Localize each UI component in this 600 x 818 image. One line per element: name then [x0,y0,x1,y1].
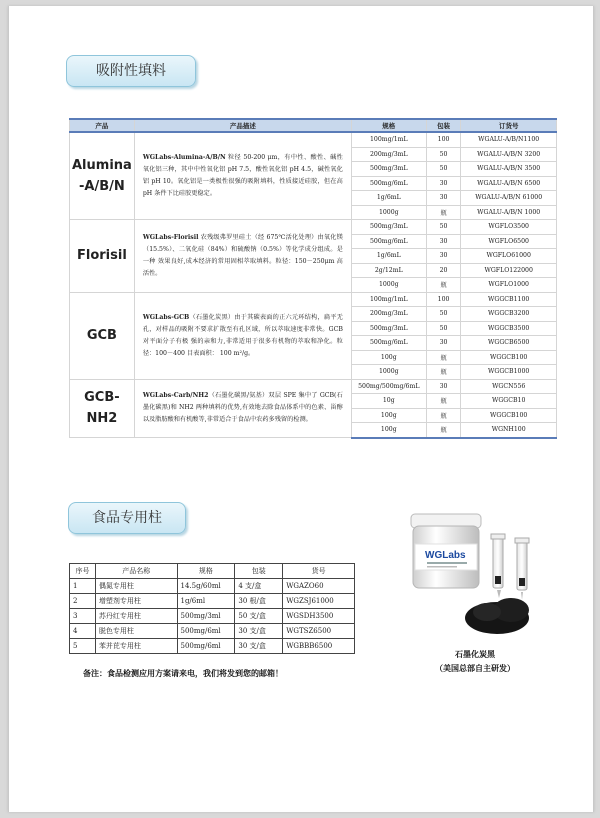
pack-cell: 50 [426,220,461,235]
spec-cell: 14.5g/60ml [177,579,235,594]
photo-caption [397,648,553,676]
description-text: （石墨化炭黑）由于其碳表面的正六元环结构，扁平无孔，对样品的吸附不要求扩散至有孔区域，所以萃取速度非常快。GCB 对平面分子有极 强的亲和力,非常适用于很多有机物的萃取和净化。粒径：100－400 目表面积： 100 m²/g。 [142,313,343,357]
order-no-cell: WGGCB10 [461,394,557,409]
spec-cell: 200mg/3mL [351,147,426,162]
spec-cell: 500mg/3mL [351,220,426,235]
product-description [134,220,351,293]
order-no-cell: WGALU-A/B/N1100 [461,132,557,147]
header-description: 产品描述 [134,119,351,132]
order-no-cell: WGFLO6500 [461,234,557,249]
header-product: 产品 [70,119,135,132]
order-no-cell: WGFLO3500 [461,220,557,235]
order-no-cell: WGGCB1000 [461,365,557,380]
description-brand: WGLabs-Carb/NH2 [142,392,209,400]
order-no-cell: WGFLO1000 [461,278,557,293]
pack-cell: 30 支/盒 [235,624,283,639]
description-text: （石墨化碳黑/氨基）双层 SPE 集中了 GCB(石墨化碳黑)和 NH2 两种填料的优势,有效地去除食品体系中的色素、甾醇以及脂肪酸和有机酸等,非常适合于食品中农药多残留的检测。 [142,392,343,424]
description-text: 粒径 50-200 μm，有中性、酸性、碱性氧化铝三种，其中中性氧化铝 pH 7.5，酸性氧化铝 pH 4.5，碱性氧化铝 pH 10。氧化铝是一类极性很强的吸附填料，性质接近硅胶，但在高 pH 条件下比硅胶更稳定。 [142,154,343,197]
table-row [70,579,355,594]
pack-cell: 50 支/盒 [235,609,283,624]
section-title-adsorbent: 吸附性填料 [66,55,196,87]
pack-cell: 30 根/盒 [235,594,283,609]
order-no-cell: WGALU-A/B/N 3200 [461,147,557,162]
name-cell: 脱色专用柱 [95,624,177,639]
name-cell: 偶氮专用柱 [95,579,177,594]
pack-cell: 20 [426,263,461,278]
description-brand: WGLabs-Florisil [142,233,199,241]
order-no-cell: WGCN556 [461,379,557,394]
spec-cell: 100g [351,350,426,365]
product-description [134,292,351,379]
pack-cell: 瓶 [426,394,461,409]
description-brand: WGLabs-GCB [142,313,190,321]
table-row [70,624,355,639]
item-no-cell: WGZSJ61000 [283,594,355,609]
header-name: 产品名称 [95,564,177,579]
order-no-cell: WGGCB100 [461,408,557,423]
index-cell: 5 [70,639,96,654]
spec-cell: 500mg/6ml [177,624,235,639]
item-no-cell: WGSDH3500 [283,609,355,624]
spec-cell: 500mg/6mL [351,176,426,191]
adsorbent-table [69,118,557,439]
order-no-cell: WGGCB6500 [461,336,557,351]
pack-cell: 瓶 [426,350,461,365]
item-no-cell: WGAZO60 [283,579,355,594]
header-pack: 包装 [235,564,283,579]
spec-cell: 1000g [351,278,426,293]
index-cell: 4 [70,624,96,639]
pack-cell: 50 [426,162,461,177]
product-name: GCB-NH2 [70,379,135,438]
spec-cell: 200mg/3mL [351,307,426,322]
spec-cell: 1g/6ml [177,594,235,609]
description-text: 农残级弗罗里硅土（经 675℃活化处理）由氧化镁（15.5%）、二氧化硅（84%）和硫酸钠（0.5%）等化学成分组成。是一种 效果良好,成本经济的常用固相萃取填料。粒径：150－250μm 高活性。 [142,233,343,277]
pack-cell: 瓶 [426,423,461,438]
pack-cell: 瓶 [426,278,461,293]
spec-cell: 500mg/3ml [177,609,235,624]
spec-cell: 500mg/500mg/6mL [351,379,426,394]
pack-cell: 瓶 [426,365,461,380]
header-index: 序号 [70,564,96,579]
pack-cell: 30 [426,191,461,206]
spec-cell: 100mg/1mL [351,132,426,147]
table-row [70,292,557,307]
table-row [70,639,355,654]
spec-cell: 10g [351,394,426,409]
header-order-no: 订货号 [461,119,557,132]
section-title-food-columns: 食品专用柱 [68,502,186,534]
description-brand: WGLabs-Alumina-A/B/N [142,154,226,161]
pack-cell: 30 [426,234,461,249]
order-no-cell: WGALU-A/B/N 1000 [461,205,557,220]
food-table-body [70,579,355,654]
name-cell: 苯并芘专用柱 [95,639,177,654]
index-cell: 1 [70,579,96,594]
pack-cell: 50 [426,147,461,162]
spec-cell: 1g/6mL [351,249,426,264]
name-cell: 苏丹红专用柱 [95,609,177,624]
order-no-cell: WGFLO122000 [461,263,557,278]
order-no-cell: WGGCB3500 [461,321,557,336]
table-row [70,132,557,147]
photo-caption-subtitle: （美国总部自主研发） [435,664,515,673]
adsorbent-table-header [70,119,557,132]
pack-cell: 瓶 [426,408,461,423]
header-item-no: 货号 [283,564,355,579]
product-description [134,379,351,438]
graphitized-carbon-black-image [401,506,547,638]
product-photo [401,506,547,638]
name-cell: 增塑剂专用柱 [95,594,177,609]
spec-cell: 100g [351,408,426,423]
pack-cell: 30 [426,249,461,264]
food-column-table [69,563,355,654]
table-row [70,609,355,624]
table-row [70,220,557,235]
spec-cell: 500mg/6mL [351,234,426,249]
pack-cell: 100 [426,292,461,307]
product-name: GCB [70,292,135,379]
spec-cell: 2g/12mL [351,263,426,278]
order-no-cell: WGGCB3200 [461,307,557,322]
jar-label: WGLabs [425,550,466,561]
order-no-cell: WGALU-A/B/N 6500 [461,176,557,191]
spec-cell: 1000g [351,365,426,380]
pack-cell: 30 [426,379,461,394]
index-cell: 3 [70,609,96,624]
pack-cell: 100 [426,132,461,147]
product-name: Florisil [70,220,135,293]
pack-cell: 30 支/盒 [235,639,283,654]
spec-cell: 100g [351,423,426,438]
adsorbent-table-body [70,132,557,438]
item-no-cell: WGBBB6500 [283,639,355,654]
header-spec: 规格 [351,119,426,132]
order-no-cell: WGNH100 [461,423,557,438]
order-no-cell: WGGCB100 [461,350,557,365]
spec-cell: 1000g [351,205,426,220]
table-row [70,379,557,394]
food-table-header [70,564,355,579]
spec-cell: 1g/6mL [351,191,426,206]
item-no-cell: WGTSZ6500 [283,624,355,639]
header-spec: 规格 [177,564,235,579]
order-no-cell: WGALU-A/B/N 61000 [461,191,557,206]
pack-cell: 瓶 [426,205,461,220]
spec-cell: 500mg/6mL [351,336,426,351]
product-description [134,132,351,220]
pack-cell: 4 支/盒 [235,579,283,594]
pack-cell: 30 [426,336,461,351]
header-pack: 包装 [426,119,461,132]
pack-cell: 30 [426,176,461,191]
order-no-cell: WGALU-A/B/N 3500 [461,162,557,177]
spec-cell: 100mg/1mL [351,292,426,307]
document-page [8,6,594,812]
product-name: Alumina -A/B/N [70,132,135,220]
pack-cell: 50 [426,307,461,322]
spec-cell: 500mg/3mL [351,321,426,336]
index-cell: 2 [70,594,96,609]
photo-caption-title: 石墨化炭黑 [455,650,495,659]
spec-cell: 500mg/6ml [177,639,235,654]
table-row [70,594,355,609]
spec-cell: 500mg/3mL [351,162,426,177]
order-no-cell: WGFLO61000 [461,249,557,264]
pack-cell: 50 [426,321,461,336]
remark-note: 备注：食品检测应用方案请来电，我们将发到您的邮箱！ [83,669,283,678]
order-no-cell: WGGCB1100 [461,292,557,307]
